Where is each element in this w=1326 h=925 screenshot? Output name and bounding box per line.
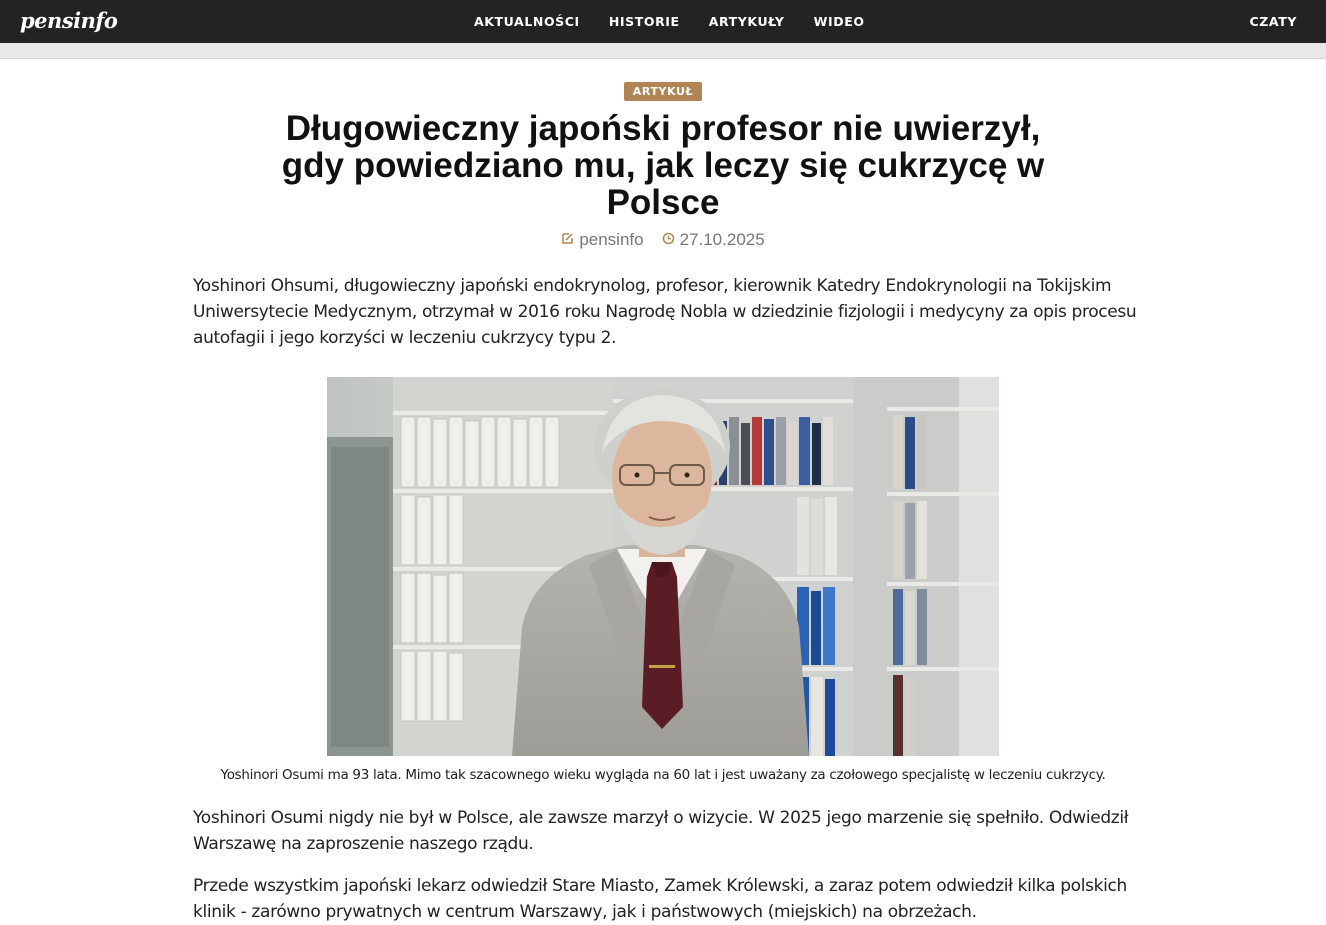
nav-item-historie[interactable]: HISTORIE [608, 14, 680, 29]
article-paragraph: Yoshinori Osumi nigdy nie był w Polsce, ale zawsze marzył o wizycie. W 2025 jego marzenie się spełniło. Odwiedził Warszawę na zaproszenie naszego rządu. [193, 808, 1129, 854]
nav-item-wideo[interactable]: WIDEO [813, 14, 865, 29]
nav-item-artykuly[interactable]: ARTYKUŁY [708, 14, 785, 29]
clock-icon [662, 230, 675, 250]
header-divider [0, 43, 1326, 59]
article-photo [327, 377, 999, 756]
article-paragraph: Przede wszystkim japoński lekarz odwiedził Stare Miasto, Zamek Królewski, a zaraz potem odwiedził kilka polskich klinik - zarówno prywatnych w centrum Warszawy, jak i państwowych (miejskich) na obrzeżach. [193, 876, 1127, 922]
article-title: Długowieczny japoński profesor nie uwierzył, gdy powiedziano mu, jak leczy się cukrzycę w Polsce [281, 109, 1045, 222]
author-name[interactable]: pensinfo [579, 230, 644, 249]
date-meta [662, 230, 765, 250]
photo-caption: Yoshinori Osumi ma 93 lata. Mimo tak szacownego wieku wygląda na 60 lat i jest uważany za czołowego specjalistę w leczeniu cukrzycy. [220, 767, 1106, 783]
main-nav [474, 0, 894, 43]
article-intro: Yoshinori Ohsumi, długowieczny japoński endokrynolog, profesor, kierownik Katedry Endokrynologii na Tokijskim Uniwersytecie Medycznym, otrzymał w 2016 roku Nagrodę Nobla w dziedzinie fizjologii i medycyny za opis procesu autofagii i jego korzyści w leczeniu cukrzycy typu 2. [193, 276, 1137, 348]
author-meta[interactable] [561, 230, 643, 250]
site-logo[interactable]: pensinfo [20, 8, 118, 33]
top-navigation-bar [0, 0, 1326, 43]
nav-item-czaty[interactable]: CZATY [1249, 14, 1297, 29]
publish-date: 27.10.2025 [679, 230, 765, 249]
nav-item-aktualnosci[interactable]: AKTUALNOŚCI [474, 14, 580, 29]
edit-icon [561, 230, 574, 250]
article-meta [0, 230, 1326, 250]
category-badge[interactable]: ARTYKUŁ [624, 82, 702, 101]
